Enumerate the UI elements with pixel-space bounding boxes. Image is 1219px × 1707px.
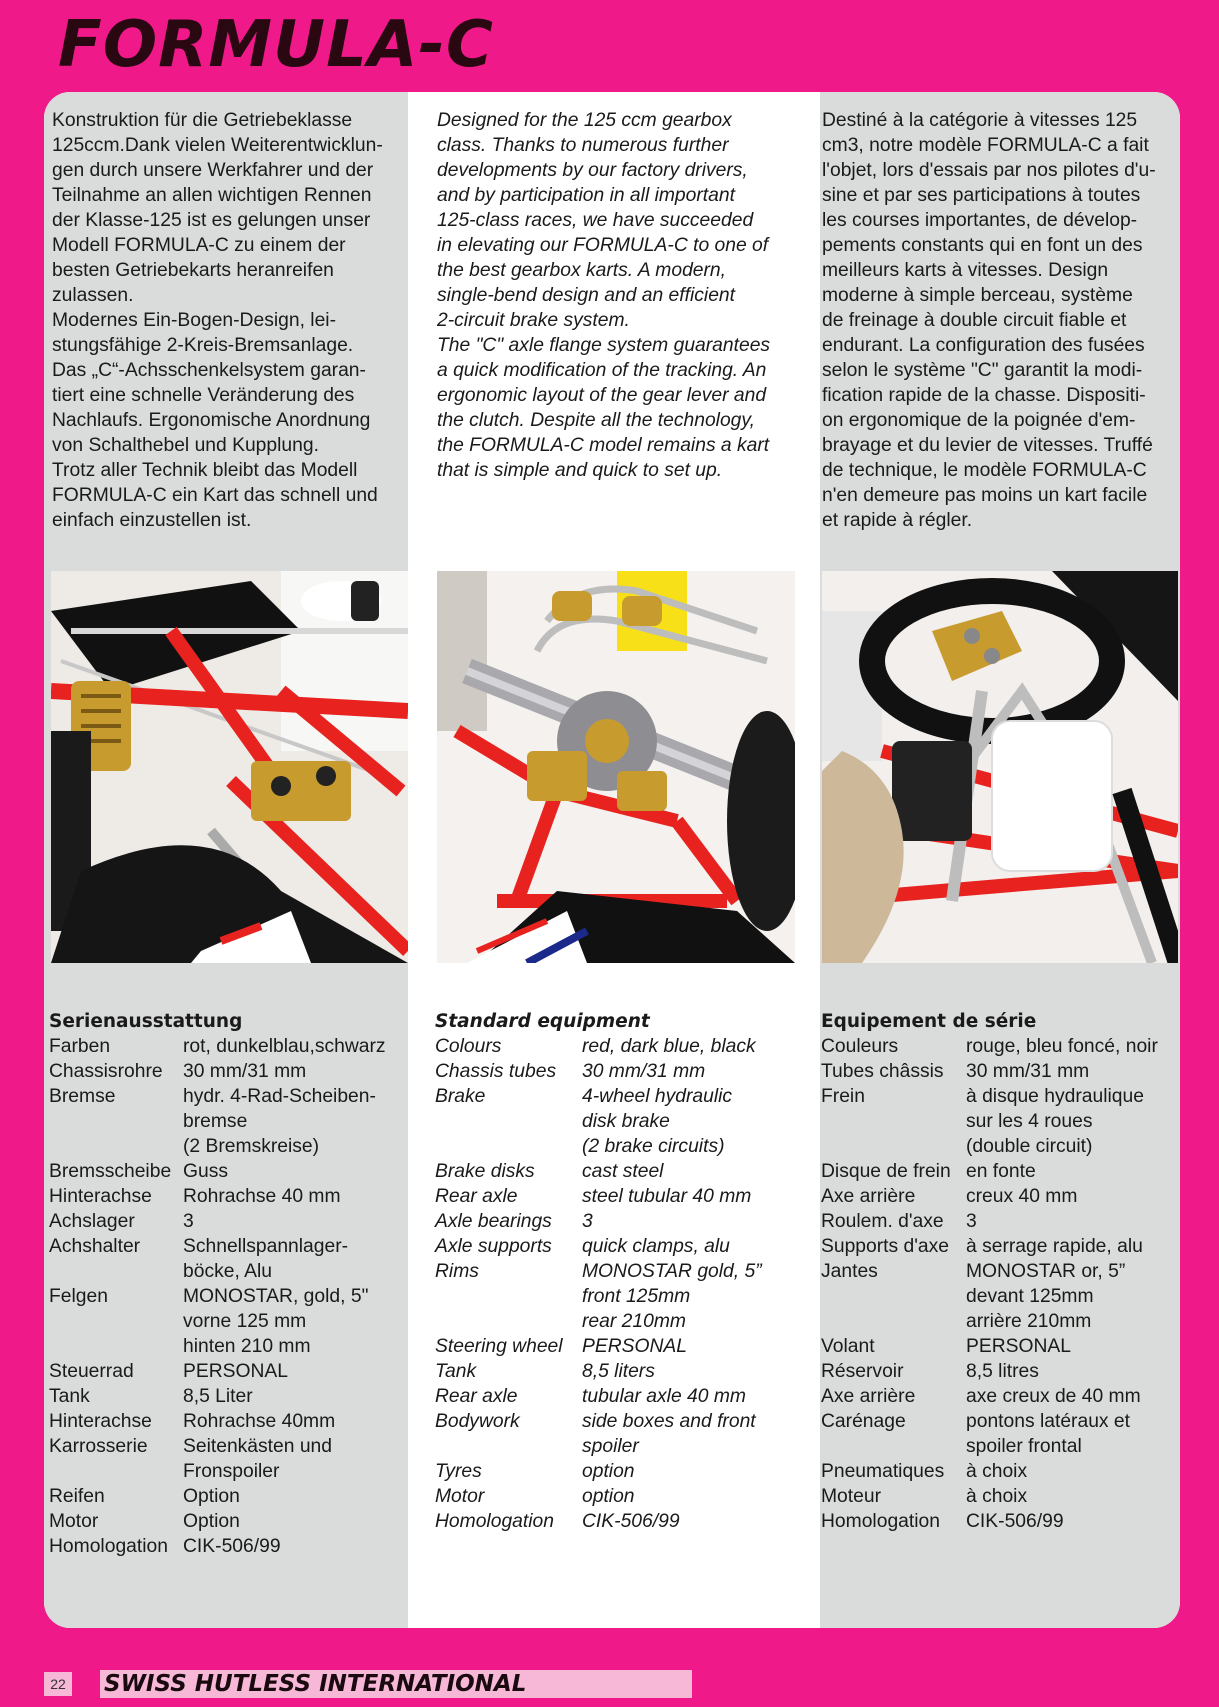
intro-text-english <box>437 108 787 483</box>
spec-rows-english <box>435 1034 805 1534</box>
spec-label: Karrosserie <box>49 1436 148 1457</box>
spec-label: Axle bearings <box>435 1211 552 1232</box>
spec-heading-german: Serienausstattung <box>49 1011 243 1032</box>
text-line: developments by our factory drivers, <box>437 160 748 181</box>
spec-value: Option <box>183 1486 240 1507</box>
spec-value: creux 40 mm <box>966 1186 1078 1207</box>
text-line: stungsfähige 2-Kreis-Bremsanlage. <box>52 335 354 356</box>
spec-label: Motor <box>435 1486 485 1507</box>
spec-row <box>49 1184 409 1209</box>
spec-value: en fonte <box>966 1161 1036 1182</box>
spec-row <box>821 1459 1176 1484</box>
spec-value: à choix <box>966 1461 1028 1482</box>
spec-value: rot, dunkelblau,schwarz <box>183 1036 386 1057</box>
spec-row <box>435 1209 805 1234</box>
spec-rows-german <box>49 1034 409 1559</box>
text-line: meilleurs karts à vitesses. Design <box>822 260 1109 281</box>
text-line: 125-class races, we have succeeded <box>437 210 754 231</box>
spec-value: 3 <box>183 1211 194 1232</box>
spec-list-german <box>49 1009 409 1559</box>
text-line: Destiné à la catégorie à vitesses 125 <box>822 110 1138 131</box>
spec-row <box>49 1409 409 1434</box>
spec-label: Chassisrohre <box>49 1061 163 1082</box>
spec-row <box>435 1059 805 1084</box>
text-line: tiert eine schnelle Veränderung des <box>52 385 355 406</box>
spec-row <box>49 1434 409 1484</box>
spec-value: 30 mm/31 mm <box>183 1061 307 1082</box>
spec-label: Tank <box>435 1361 477 1382</box>
spec-label: Rear axle <box>435 1186 518 1207</box>
page-title: FORMULA-C <box>58 8 494 82</box>
spec-value: Rohrachse 40 mm <box>183 1186 341 1207</box>
text-line: class. Thanks to numerous further <box>437 135 729 156</box>
spec-value: rouge, bleu foncé, noir <box>966 1036 1158 1057</box>
spec-value: CIK-506/99 <box>582 1511 680 1532</box>
text-line: on ergonomique de la poignée d'em- <box>822 410 1136 431</box>
spec-value: Seitenkästen und Fronspoiler <box>183 1436 333 1482</box>
spec-row <box>435 1484 805 1509</box>
spec-label: Hinterachse <box>49 1186 152 1207</box>
spec-label: Couleurs <box>821 1036 899 1057</box>
text-line: cm3, notre modèle FORMULA-C a fait <box>822 135 1149 156</box>
page-number: 22 <box>44 1672 72 1696</box>
spec-label: Brake <box>435 1086 486 1107</box>
spec-heading-french: Equipement de série <box>821 1011 1037 1032</box>
spec-row <box>435 1359 805 1384</box>
text-line: the FORMULA-C model remains a kart <box>437 435 770 456</box>
spec-value: à disque hydraulique sur les 4 roues (double circuit) <box>966 1086 1144 1157</box>
spec-value: 8,5 Liter <box>183 1386 253 1407</box>
spec-value: PERSONAL <box>183 1361 289 1382</box>
spec-value: Rohrachse 40mm <box>183 1411 336 1432</box>
spec-row <box>435 1184 805 1209</box>
spec-value: Guss <box>183 1161 229 1182</box>
spec-row <box>821 1059 1176 1084</box>
spec-row <box>49 1209 409 1234</box>
spec-row <box>49 1084 409 1159</box>
spec-label: Supports d'axe <box>821 1236 950 1257</box>
spec-value: 30 mm/31 mm <box>966 1061 1090 1082</box>
spec-label: Bodywork <box>435 1411 520 1432</box>
spec-label: Colours <box>435 1036 502 1057</box>
spec-label: Volant <box>821 1336 875 1357</box>
spec-label: Axe arrière <box>821 1186 916 1207</box>
spec-row <box>49 1284 409 1359</box>
spec-row <box>821 1084 1176 1159</box>
spec-label: Achshalter <box>49 1236 141 1257</box>
text-line: pements constants qui en font un des <box>822 235 1143 256</box>
spec-row <box>49 1509 409 1534</box>
text-line: Modell FORMULA-C zu einem der <box>52 235 346 256</box>
spec-row <box>435 1034 805 1059</box>
spec-row <box>435 1459 805 1484</box>
text-line: The "C" axle flange system guarantees <box>437 335 771 356</box>
spec-value: cast steel <box>582 1161 664 1182</box>
text-line: Designed for the 125 ccm gearbox <box>437 110 732 131</box>
intro-text-german <box>52 108 402 533</box>
spec-row <box>821 1484 1176 1509</box>
spec-label: Pneumatiques <box>821 1461 945 1482</box>
text-line: gen durch unsere Werkfahrer und der <box>52 160 374 181</box>
spec-list-english <box>435 1009 805 1534</box>
spec-list-french <box>821 1009 1176 1534</box>
spec-label: Frein <box>821 1086 865 1107</box>
spec-value: MONOSTAR, gold, 5" vorne 125 mm hinten 210 mm <box>183 1286 369 1357</box>
text-line: Modernes Ein-Bogen-Design, lei- <box>52 310 337 331</box>
text-line: besten Getriebekarts heranreifen <box>52 260 334 281</box>
spec-value: tubular axle 40 mm <box>582 1386 746 1407</box>
text-line: n'en demeure pas moins un kart facile <box>822 485 1148 506</box>
spec-value: 3 <box>966 1211 977 1232</box>
text-line: Das „C“-Achsschenkelsystem garan- <box>52 360 366 381</box>
spec-label: Axle supports <box>435 1236 552 1257</box>
spec-row <box>435 1509 805 1534</box>
spec-row <box>49 1159 409 1184</box>
spec-value: red, dark blue, black <box>582 1036 756 1057</box>
spec-value: PERSONAL <box>582 1336 688 1357</box>
spec-value: 8,5 liters <box>582 1361 655 1382</box>
spec-value: CIK-506/99 <box>966 1511 1064 1532</box>
spec-label: Bremse <box>49 1086 116 1107</box>
spec-label: Steering wheel <box>435 1336 563 1357</box>
spec-label: Réservoir <box>821 1361 904 1382</box>
spec-row <box>435 1259 805 1334</box>
text-line: de technique, le modèle FORMULA-C <box>822 460 1147 481</box>
spec-value: axe creux de 40 mm <box>966 1386 1141 1407</box>
spec-label: Motor <box>49 1511 99 1532</box>
spec-row <box>821 1334 1176 1359</box>
spec-label: Roulem. d'axe <box>821 1211 944 1232</box>
kart-photo-steering-wheel-tank <box>822 571 1178 963</box>
spec-value: Option <box>183 1511 240 1532</box>
spec-row <box>821 1209 1176 1234</box>
spec-value: pontons latéraux et spoiler frontal <box>966 1411 1131 1457</box>
spec-row <box>821 1034 1176 1059</box>
spec-value: steel tubular 40 mm <box>582 1186 752 1207</box>
spec-label: Tank <box>49 1386 90 1407</box>
spec-row <box>435 1234 805 1259</box>
spec-value: Schnellspannlager- böcke, Alu <box>183 1236 349 1282</box>
content-panel <box>44 92 1180 1628</box>
spec-row <box>49 1484 409 1509</box>
text-line: de freinage à double circuit fiable et <box>822 310 1127 331</box>
text-line: brayage et du levier de vitesses. Truffé <box>822 435 1153 456</box>
spec-row <box>49 1059 409 1084</box>
spec-label: Steuerrad <box>49 1361 134 1382</box>
text-line: et rapide à régler. <box>822 510 973 531</box>
text-line: sine et par ses participations à toutes <box>822 185 1141 206</box>
text-line: selon le système "C" garantit la modi- <box>822 360 1143 381</box>
spec-value: 4-wheel hydraulic disk brake (2 brake circuits) <box>582 1086 733 1157</box>
text-line: Trotz aller Technik bleibt das Modell <box>52 460 358 481</box>
spec-label: Rims <box>435 1261 479 1282</box>
spec-row <box>821 1234 1176 1259</box>
kart-photo-rear-axle-brake-disc <box>437 571 795 963</box>
spec-row <box>821 1159 1176 1184</box>
text-line: Konstruktion für die Getriebeklasse <box>52 110 353 131</box>
spec-row <box>435 1084 805 1159</box>
spec-value: side boxes and front spoiler <box>582 1411 756 1457</box>
spec-row <box>435 1409 805 1459</box>
spec-label: Hinterachse <box>49 1411 152 1432</box>
spec-label: Homologation <box>821 1511 940 1532</box>
spec-label: Jantes <box>821 1261 878 1282</box>
spec-value: MONOSTAR or, 5” devant 125mm arrière 210mm <box>966 1261 1126 1332</box>
spec-label: Disque de frein <box>821 1161 951 1182</box>
spec-label: Farben <box>49 1036 111 1057</box>
spec-heading-english: Standard equipment <box>435 1011 650 1032</box>
spec-value: 30 mm/31 mm <box>582 1061 706 1082</box>
text-line: that is simple and quick to set up. <box>437 460 723 481</box>
text-line: zulassen. <box>52 285 134 306</box>
footer-brand: SWISS HUTLESS INTERNATIONAL <box>104 1671 527 1697</box>
spec-row <box>821 1384 1176 1409</box>
kart-photo-brake-pedals <box>51 571 408 963</box>
spec-label: Reifen <box>49 1486 105 1507</box>
spec-row <box>821 1259 1176 1334</box>
spec-label: Tyres <box>435 1461 482 1482</box>
spec-label: Brake disks <box>435 1161 535 1182</box>
text-line: 2-circuit brake system. <box>437 310 630 331</box>
spec-row <box>49 1234 409 1284</box>
text-line: endurant. La configuration des fusées <box>822 335 1145 356</box>
spec-label: Tubes châssis <box>821 1061 944 1082</box>
spec-row <box>49 1034 409 1059</box>
spec-row <box>435 1384 805 1409</box>
spec-value: option <box>582 1486 635 1507</box>
spec-label: Achslager <box>49 1211 135 1232</box>
text-line: Nachlaufs. Ergonomische Anordnung <box>52 410 371 431</box>
spec-label: Rear axle <box>435 1386 518 1407</box>
text-line: the best gearbox karts. A modern, <box>437 260 727 281</box>
spec-value: MONOSTAR gold, 5” front 125mm rear 210mm <box>582 1261 762 1332</box>
text-line: single-bend design and an efficient <box>437 285 736 306</box>
text-line: ergonomic layout of the gear lever and <box>437 385 767 406</box>
text-line: a quick modification of the tracking. An <box>437 360 767 381</box>
spec-value: 8,5 litres <box>966 1361 1039 1382</box>
spec-row <box>435 1334 805 1359</box>
intro-text-french <box>822 108 1174 533</box>
spec-label: Moteur <box>821 1486 882 1507</box>
spec-label: Carénage <box>821 1411 906 1432</box>
spec-value: à choix <box>966 1486 1028 1507</box>
spec-value: PERSONAL <box>966 1336 1072 1357</box>
spec-label: Homologation <box>49 1536 168 1557</box>
text-line: l'objet, lors d'essais par nos pilotes d'u- <box>822 160 1156 181</box>
text-line: einfach einzustellen ist. <box>52 510 252 531</box>
spec-value: CIK-506/99 <box>183 1536 281 1557</box>
text-line: the clutch. Despite all the technology, <box>437 410 755 431</box>
spec-value: hydr. 4-Rad-Scheiben- bremse (2 Bremskreise) <box>183 1086 376 1157</box>
spec-value: à serrage rapide, alu <box>966 1236 1143 1257</box>
spec-row <box>49 1359 409 1384</box>
spec-label: Axe arrière <box>821 1386 916 1407</box>
text-line: and by participation in all important <box>437 185 735 206</box>
text-line: les courses importantes, de dévelop- <box>822 210 1138 231</box>
text-line: der Klasse-125 ist es gelungen unser <box>52 210 371 231</box>
spec-value: option <box>582 1461 635 1482</box>
spec-row <box>821 1359 1176 1384</box>
spec-label: Bremsscheibe <box>49 1161 172 1182</box>
text-line: fication rapide de la chasse. Dispositi- <box>822 385 1146 406</box>
spec-row <box>821 1409 1176 1459</box>
spec-value: quick clamps, alu <box>582 1236 730 1257</box>
spec-label: Homologation <box>435 1511 554 1532</box>
spec-row <box>49 1534 409 1559</box>
spec-value: 3 <box>582 1211 593 1232</box>
text-line: moderne à simple berceau, système <box>822 285 1133 306</box>
spec-row <box>49 1384 409 1409</box>
spec-label: Felgen <box>49 1286 108 1307</box>
spec-label: Chassis tubes <box>435 1061 557 1082</box>
spec-row <box>821 1509 1176 1534</box>
spec-rows-french <box>821 1034 1176 1534</box>
text-line: FORMULA-C ein Kart das schnell und <box>52 485 378 506</box>
text-line: 125ccm.Dank vielen Weiterentwicklun- <box>52 135 383 156</box>
spec-row <box>821 1184 1176 1209</box>
text-line: Teilnahme an allen wichtigen Rennen <box>52 185 372 206</box>
spec-row <box>435 1159 805 1184</box>
text-line: in elevating our FORMULA-C to one of <box>437 235 769 256</box>
text-line: von Schalthebel und Kupplung. <box>52 435 319 456</box>
